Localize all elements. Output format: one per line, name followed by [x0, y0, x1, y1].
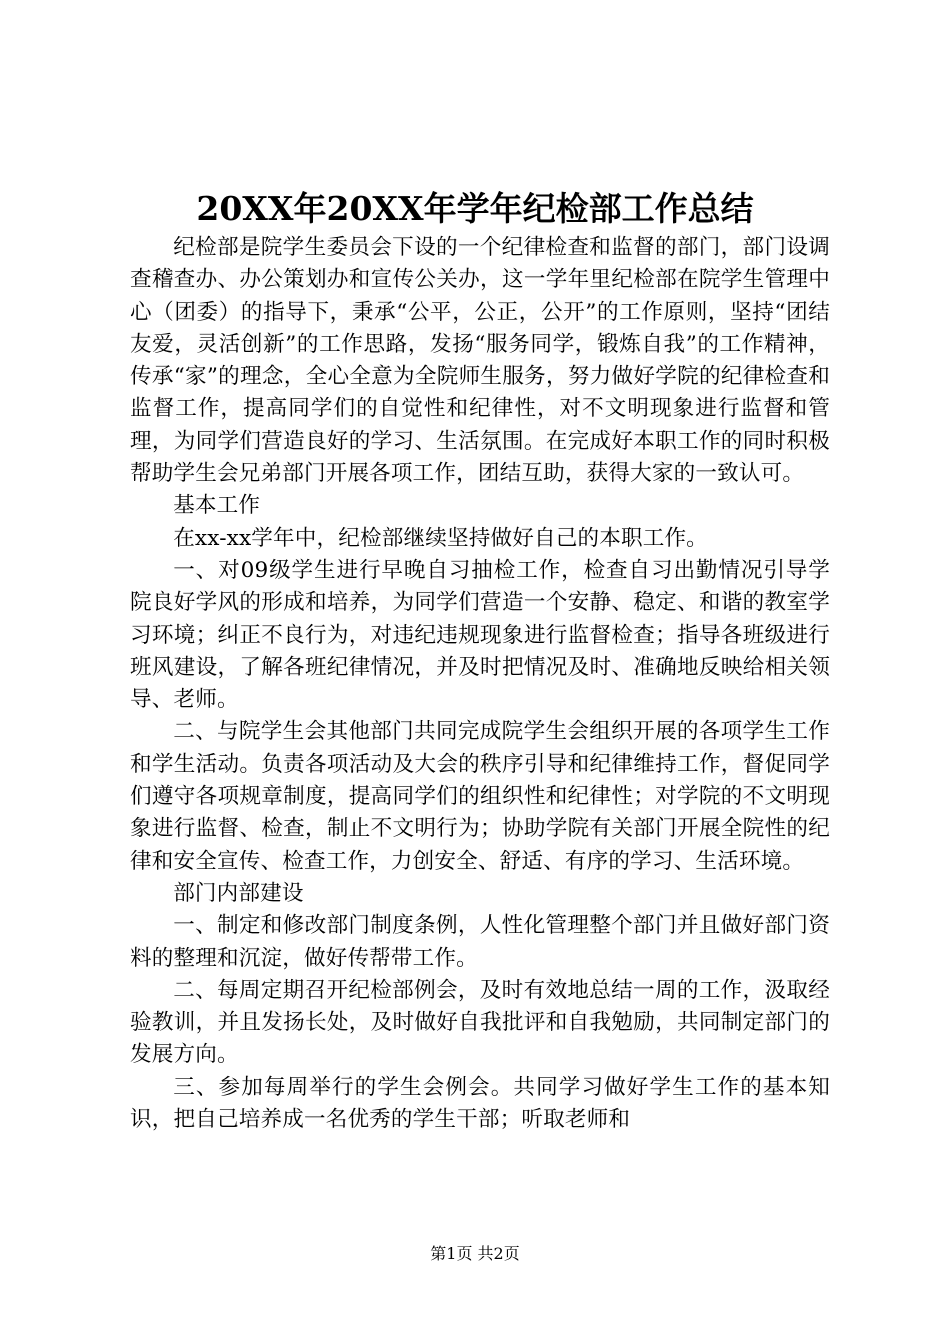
section-heading-internal-building: 部门内部建设 — [173, 880, 304, 906]
page-number-footer: 第1页 共2页 — [430, 1244, 520, 1263]
paragraph-internal-item-1: 一、制定和修改部门制度条例，人性化管理整个部门并且做好部门资料的整理和沉淀，做好传帮带工作。 — [130, 913, 830, 971]
paragraph-basic-work-item-2: 二、与院学生会其他部门共同完成院学生会组织开展的各项学生工作和学生活动。负责各项活动及大会的秩序引导和纪律维持工作，督促同学们遵守各项规章制度，提高同学们的组织性和纪律性；对学院的不文明现象进行监督、检查，制止不文明行为；协助学院有关部门开展全院性的纪律和安全宣传、检查工作，力创安全、舒适、有序的学习、生活环境。 — [130, 719, 830, 874]
paragraph-basic-work-item-1: 一、对09级学生进行早晚自习抽检工作，检查自习出勤情况引导学院良好学风的形成和培养，为同学们营造一个安静、稳定、和谐的教室学习环境；纠正不良行为，对违纪违规现象进行监督检查；指导各班级进行班风建设，了解各班纪律情况，并及时把情况及时、准确地反映给相关领导、老师。 — [130, 557, 830, 713]
document-title: 20XX年20XX年学年纪检部工作总结 — [196, 189, 754, 228]
paragraph-basic-work-intro: 在xx-xx学年中，纪检部继续坚持做好自己的本职工作。 — [173, 525, 708, 551]
paragraph-internal-item-3: 三、参加每周举行的学生会例会。共同学习做好学生工作的基本知识，把自己培养成一名优秀的学生干部；听取老师和 — [130, 1074, 830, 1133]
section-heading-basic-work: 基本工作 — [173, 493, 261, 519]
paragraph-intro: 纪检部是院学生委员会下设的一个纪律检查和监督的部门，部门设调查稽查办、办公策划办和宣传公关办，这一学年里纪检部在院学生管理中心（团委）的指导下，秉承“公平，公正，公开”的工作原则，坚持“团结友爱，灵活创新”的工作思路，发扬“服务同学，锻炼自我”的工作精神，传承“家”的理念，全心全意为全院师生服务，努力做好学院的纪律检查和监督工作，提高同学们的自觉性和纪律性，对不文明现象进行监督和管理，为同学们营造良好的学习、生活氛围。在完成好本职工作的同时积极帮助学生会兄弟部门开展各项工作，团结互助，获得大家的一致认可。 — [130, 235, 830, 487]
document-body — [130, 232, 830, 1136]
paragraph-internal-item-2: 二、每周定期召开纪检部例会，及时有效地总结一周的工作，汲取经验教训，并且发扬长处，及时做好自我批评和自我勉励，共同制定部门的发展方向。 — [130, 977, 830, 1068]
